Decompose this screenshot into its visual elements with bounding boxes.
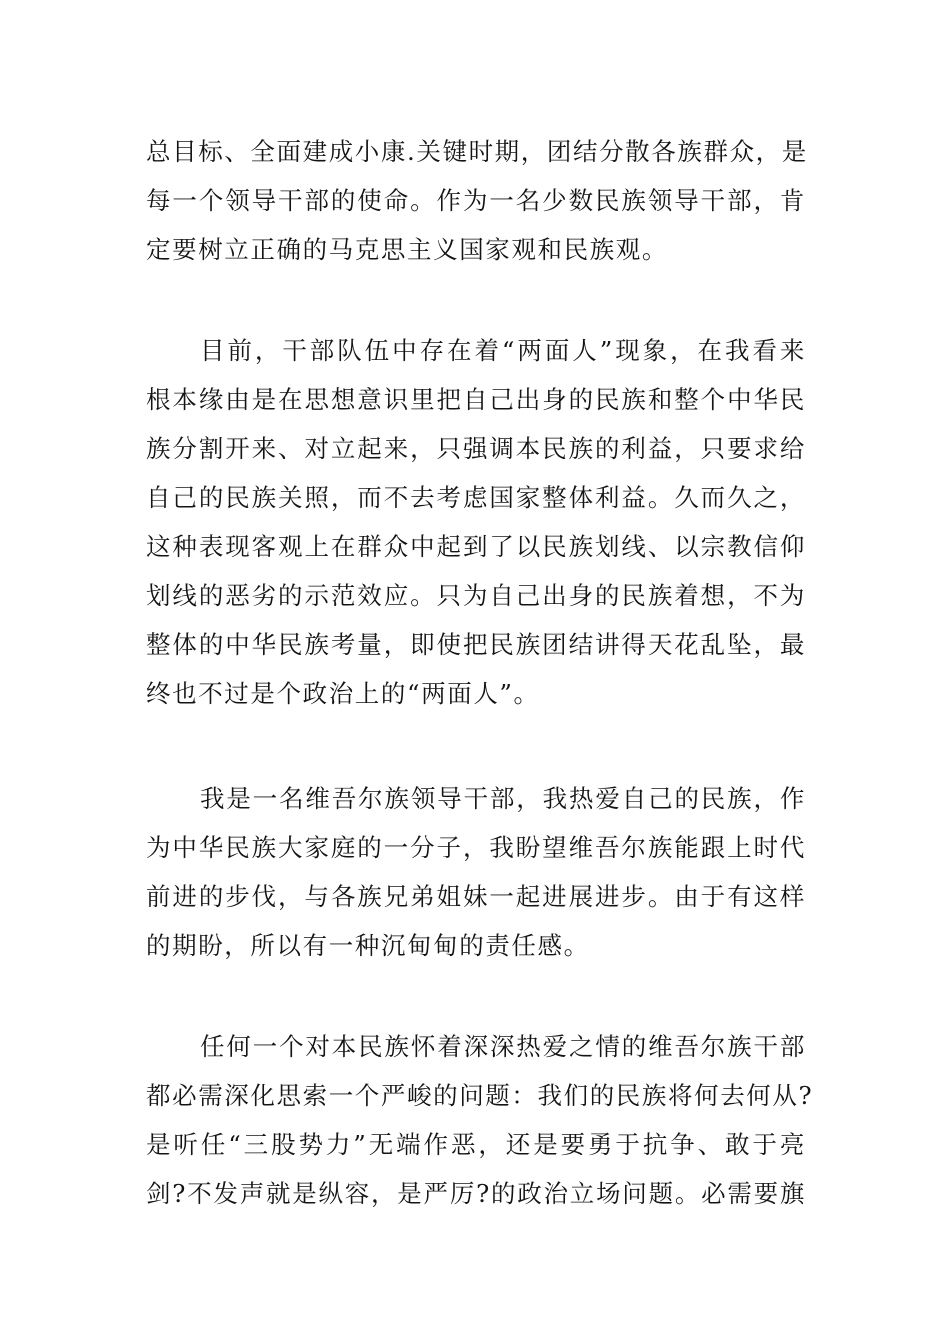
paragraph-line: 自己的民族关照，而不去考虑国家整体利益。久而久之， xyxy=(146,483,806,512)
paragraph-line: 总目标、全面建成小康.关键时期，团结分散各族群众，是 xyxy=(146,137,808,166)
paragraph-line: 的期盼，所以有一种沉甸甸的责任感。 xyxy=(146,931,590,960)
paragraph-line: 定要树立正确的马克思主义国家观和民族观。 xyxy=(146,235,668,264)
paragraph-line: 剑?不发声就是纵容，是严厉?的政治立场问题。必需要旗 xyxy=(146,1179,806,1208)
paragraph-line: 我是一名维吾尔族领导干部，我热爱自己的民族，作 xyxy=(200,784,806,813)
paragraph-line: 前进的步伐，与各族兄弟姐妹一起进展进步。由于有这样 xyxy=(146,882,806,911)
paragraph-line: 都必需深化思索一个严峻的问题：我们的民族将何去何从? xyxy=(146,1081,814,1110)
paragraph-line: 是听任“三股势力”无端作恶，还是要勇于抗争、敢于亮 xyxy=(146,1130,806,1159)
paragraph-line: 为中华民族大家庭的一分子，我盼望维吾尔族能跟上时代 xyxy=(146,833,806,862)
paragraph-line: 划线的恶劣的示范效应。只为自己出身的民族着想，不为 xyxy=(146,581,806,610)
paragraph-line: 目前，干部队伍中存在着“两面人”现象，在我看来 xyxy=(200,336,806,365)
paragraph-line: 这种表现客观上在群众中起到了以民族划线、以宗教信仰 xyxy=(146,532,806,561)
paragraph-line: 根本缘由是在思想意识里把自己出身的民族和整个中华民 xyxy=(146,385,806,414)
paragraph-line: 整体的中华民族考量，即使把民族团结讲得天花乱坠，最 xyxy=(146,630,806,659)
paragraph-line: 每一个领导干部的使命。作为一名少数民族领导干部，肯 xyxy=(146,186,806,215)
paragraph-line: 终也不过是个政治上的“两面人”。 xyxy=(146,679,540,708)
paragraph-line: 任何一个对本民族怀着深深热爱之情的维吾尔族干部 xyxy=(200,1032,806,1061)
paragraph-line: 族分割开来、对立起来，只强调本民族的利益，只要求给 xyxy=(146,434,806,463)
